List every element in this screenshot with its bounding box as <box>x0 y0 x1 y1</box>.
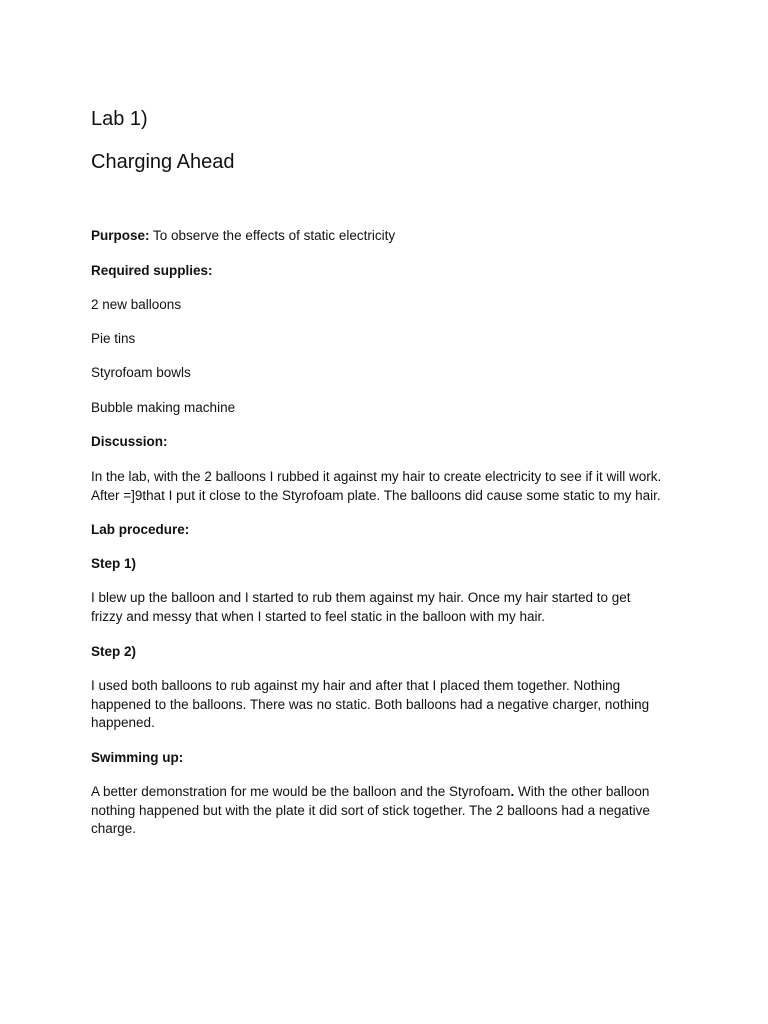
purpose-label: Purpose: <box>91 228 150 243</box>
summary-period: . <box>510 784 515 799</box>
supplies-heading: Required supplies: <box>91 263 213 278</box>
purpose-text: To observe the effects of static electricity <box>149 228 396 243</box>
summary-line <box>91 783 701 802</box>
step1-line: frizzy and messy that when I started to feel static in the balloon with my hair. <box>91 609 545 624</box>
step2-line: I used both balloons to rub against my hair and after that I placed them together. Nothing <box>91 678 621 693</box>
purpose-line <box>91 227 701 246</box>
supply-item: Bubble making machine <box>91 400 236 415</box>
summary-text: A better demonstration for me would be the balloon and the Styrofoam <box>91 784 511 799</box>
lab-subtitle: Charging Ahead <box>91 151 235 173</box>
procedure-heading: Lab procedure: <box>91 522 190 537</box>
supply-item: Styrofoam bowls <box>91 365 191 380</box>
summary-line: charge. <box>91 821 137 836</box>
summary-text: With the other balloon <box>514 784 650 799</box>
step1-line: I blew up the balloon and I started to rub them against my hair. Once my hair started to get <box>91 590 631 605</box>
step1-heading: Step 1) <box>91 556 137 571</box>
summary-line: nothing happened but with the plate it did sort of stick together. The 2 balloons had a negative <box>91 803 650 818</box>
discussion-heading: Discussion: <box>91 434 168 449</box>
discussion-line: After =]9that I put it close to the Styrofoam plate. The balloons did cause some static to my hair. <box>91 488 661 503</box>
supply-item: Pie tins <box>91 331 136 346</box>
discussion-line: In the lab, with the 2 balloons I rubbed it against my hair to create electricity to see if it will work. <box>91 469 662 484</box>
step2-heading: Step 2) <box>91 644 137 659</box>
supply-item: 2 new balloons <box>91 297 182 312</box>
step2-line: happened to the balloons. There was no static. Both balloons had a negative charger, nothing <box>91 697 650 712</box>
step2-line: happened. <box>91 715 155 730</box>
lab-title: Lab 1) <box>91 108 148 130</box>
summary-heading: Swimming up: <box>91 750 184 765</box>
